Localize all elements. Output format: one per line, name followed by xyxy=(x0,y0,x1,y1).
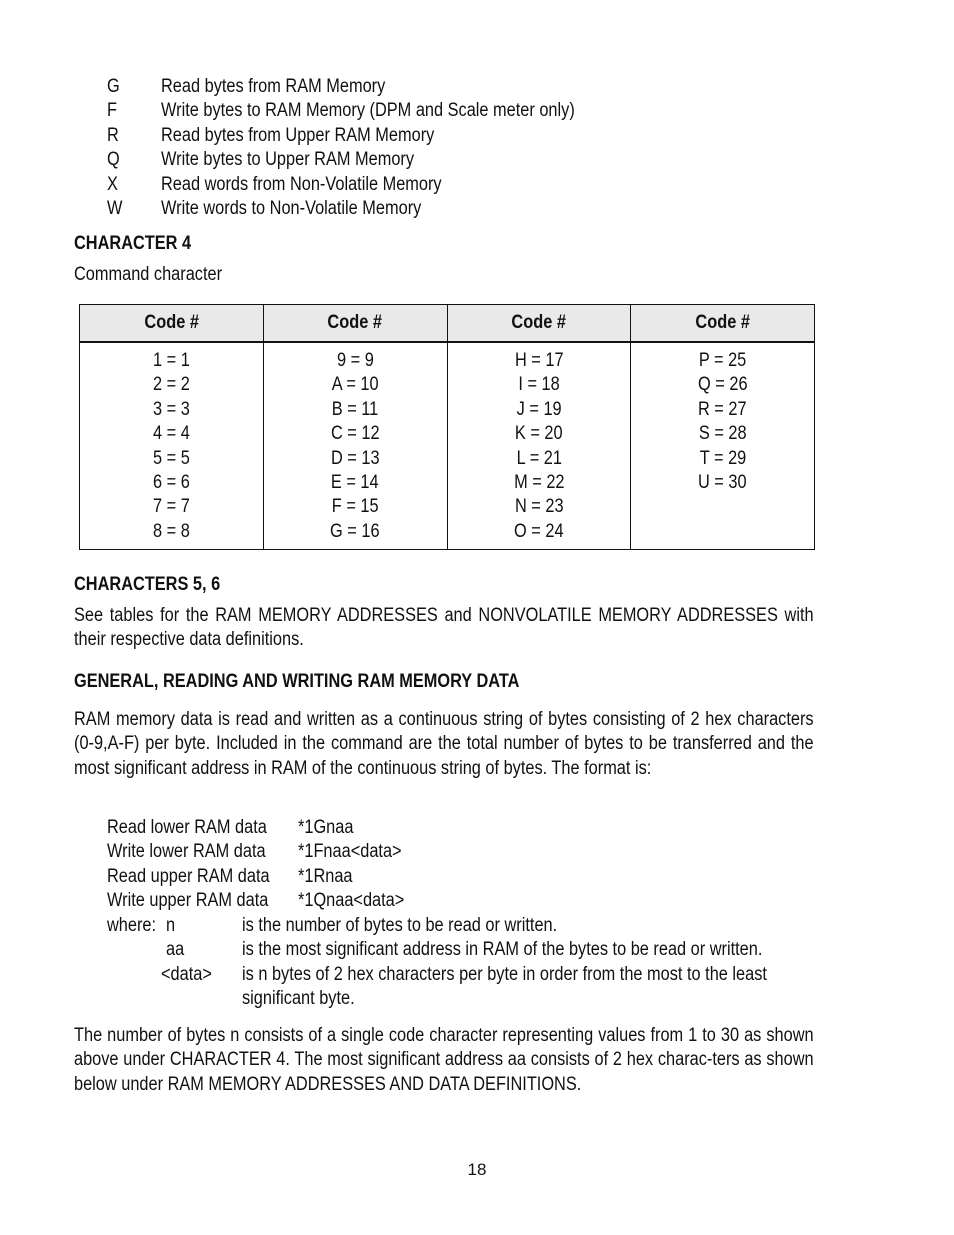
where-text: is the number of bytes to be read or written. xyxy=(242,915,558,936)
column-header xyxy=(80,305,264,343)
table-cell xyxy=(447,342,631,550)
characters56-heading: CHARACTERS 5, 6 xyxy=(74,574,221,595)
format-code: *1Gnaa xyxy=(298,817,354,838)
column-header-label: Code # xyxy=(695,312,750,333)
code-entry: D = 13 xyxy=(330,447,380,469)
command-description: Write bytes to RAM Memory (DPM and Scale meter only) xyxy=(161,100,575,122)
code-entry: 2 = 2 xyxy=(152,374,190,396)
command-description: Read words from Non-Volatile Memory xyxy=(161,173,442,195)
code-entry: 4 = 4 xyxy=(152,423,190,445)
code-entry: R = 27 xyxy=(698,398,747,420)
code-entry: B = 11 xyxy=(331,398,379,420)
code-entry: N = 23 xyxy=(514,496,564,518)
command-description: Write bytes to Upper RAM Memory xyxy=(161,149,415,171)
command-letter: G xyxy=(107,76,120,97)
command-description: Read bytes from Upper RAM Memory xyxy=(161,124,435,146)
code-entry: K = 20 xyxy=(515,423,563,445)
where-key: <data> xyxy=(161,964,212,985)
format-label: Read lower RAM data xyxy=(107,817,267,838)
command-letter: X xyxy=(107,173,118,195)
code-entry: 6 = 6 xyxy=(152,471,190,493)
code-entry: 7 = 7 xyxy=(152,496,190,518)
format-label: Write lower RAM data xyxy=(107,841,266,862)
column-header-label: Code # xyxy=(511,312,567,333)
format-code: *1Fnaa<data> xyxy=(298,841,402,862)
table-row xyxy=(80,342,815,550)
table-cell xyxy=(631,342,815,550)
code-entry: C = 12 xyxy=(330,423,380,445)
command-description: Write words to Non-Volatile Memory xyxy=(161,197,422,219)
code-entry: J = 19 xyxy=(516,398,562,420)
code-entry: Q = 26 xyxy=(697,374,748,396)
command-letter: W xyxy=(107,197,123,219)
code-entry: U = 30 xyxy=(698,471,747,493)
column-header xyxy=(631,305,815,343)
column-header xyxy=(447,305,631,343)
format-label: Write upper RAM data xyxy=(107,890,269,911)
where-text-continued: significant byte. xyxy=(242,988,355,1009)
code-entry: I = 18 xyxy=(518,374,560,396)
command-letter: Q xyxy=(107,149,120,171)
code-entry: A = 10 xyxy=(331,374,379,396)
character4-heading: CHARACTER 4 xyxy=(74,233,192,254)
format-code: *1Rnaa xyxy=(298,866,353,887)
code-entry: 5 = 5 xyxy=(152,447,190,469)
characters56-paragraph xyxy=(74,604,814,653)
code-entry: O = 24 xyxy=(514,520,564,542)
where-prefix: where: xyxy=(107,915,157,936)
page-number: 18 xyxy=(467,1160,487,1179)
format-label: Read upper RAM data xyxy=(107,866,270,887)
code-entry: P = 25 xyxy=(698,350,747,371)
code-entry: 1 = 1 xyxy=(152,350,190,371)
general-heading: GENERAL, READING AND WRITING RAM MEMORY DATA xyxy=(74,671,520,692)
code-entry: F = 15 xyxy=(331,496,379,518)
characters56-text: See tables for the RAM MEMORY ADDRESSES and NONVOLATILE MEMORY ADDRESSES with their respective data definitions. xyxy=(74,605,814,651)
table-header-row xyxy=(80,305,815,343)
where-text: is n bytes of 2 hex characters per byte in order from the most to the least xyxy=(242,964,767,985)
code-entry: 9 = 9 xyxy=(336,350,374,371)
code-table xyxy=(79,304,815,550)
code-entry: L = 21 xyxy=(516,447,562,469)
where-key: aa xyxy=(166,939,185,960)
general-text: RAM memory data is read and written as a continuous string of bytes consisting of 2 hex characters (0-9,A-F) per byte. Included in the command are the total number of bytes to be transferred and the most significant address in RAM of the continuous string of bytes. The format is: xyxy=(74,709,814,779)
code-entry: G = 16 xyxy=(330,520,380,542)
code-entry: H = 17 xyxy=(514,350,564,371)
character4-subtitle: Command character xyxy=(74,264,223,285)
table-cell xyxy=(80,342,264,550)
format-code: *1Qnaa<data> xyxy=(298,890,405,911)
code-entry: T = 29 xyxy=(699,447,746,469)
closing-paragraph xyxy=(74,1024,814,1097)
closing-text: The number of bytes n consists of a single code character representing values from 1 to 30 as shown above under CHARACTER 4. The most significant address aa consists of 2 hex charac-ters as shown below under RAM MEMORY ADDRESSES AND DATA DEFINITIONS. xyxy=(74,1025,814,1095)
command-letter: R xyxy=(107,124,119,146)
code-entry: 3 = 3 xyxy=(152,398,190,420)
command-description: Read bytes from RAM Memory xyxy=(161,76,386,97)
code-entry: S = 28 xyxy=(698,423,747,445)
column-header-label: Code # xyxy=(144,312,199,333)
where-key: n xyxy=(166,915,176,936)
where-text: is the most significant address in RAM of the bytes to be read or written. xyxy=(242,939,763,960)
general-paragraph xyxy=(74,708,814,781)
column-header xyxy=(263,305,447,343)
column-header-label: Code # xyxy=(327,312,383,333)
code-entry: E = 14 xyxy=(331,471,379,493)
command-letter: F xyxy=(107,100,117,122)
code-entry: 8 = 8 xyxy=(152,520,190,542)
table-cell xyxy=(263,342,447,550)
code-entry: M = 22 xyxy=(513,471,565,493)
